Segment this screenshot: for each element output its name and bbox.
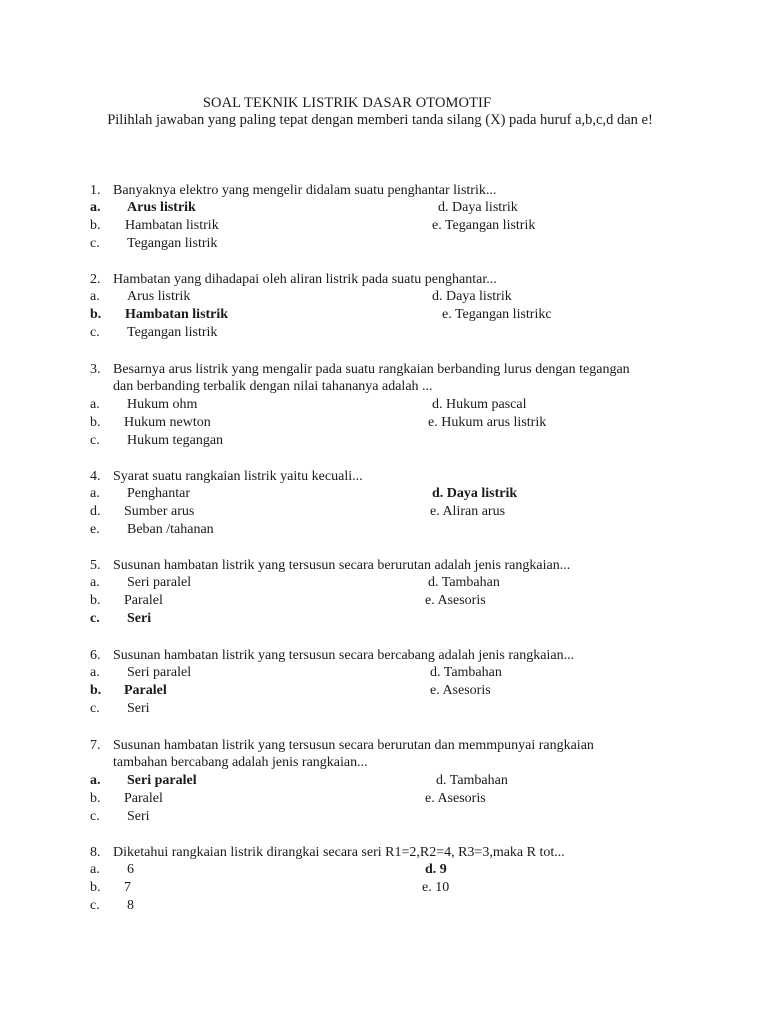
- option-right[interactable]: d. Daya listrik: [432, 486, 518, 501]
- question-stem: Syarat suatu rangkaian listrik yaitu kecuali...: [113, 469, 363, 484]
- question-number: 5.: [90, 558, 101, 573]
- option-right[interactable]: d. 9: [425, 862, 447, 877]
- option-letter[interactable]: a.: [90, 665, 100, 680]
- option-left[interactable]: Paralel: [124, 683, 167, 698]
- option-left[interactable]: Seri paralel: [127, 773, 197, 788]
- option-letter[interactable]: a.: [90, 200, 101, 215]
- question-number: 2.: [90, 272, 101, 287]
- question-text: [90, 361, 630, 379]
- option-left[interactable]: Arus listrik: [127, 289, 191, 304]
- question-stem: Hambatan yang dihadapai oleh aliran listrik pada suatu penghantar...: [113, 272, 497, 287]
- question-stem: Susunan hambatan listrik yang tersusun secara bercabang adalah jenis rangkaian...: [113, 648, 575, 663]
- option-left[interactable]: Paralel: [124, 791, 163, 806]
- question-text: [90, 271, 497, 289]
- question-stem: Susunan hambatan listrik yang tersusun secara berurutan adalah jenis rangkaian...: [113, 558, 571, 573]
- option-right[interactable]: e. Asesoris: [425, 593, 486, 608]
- option-right[interactable]: e. Tegangan listrikc: [442, 307, 552, 322]
- question-number: 8.: [90, 845, 101, 860]
- option-letter[interactable]: d.: [90, 504, 101, 519]
- option-letter[interactable]: b.: [90, 880, 101, 895]
- option-left[interactable]: Seri: [127, 701, 150, 716]
- page-title: SOAL TEKNIK LISTRIK DASAR OTOMOTIF: [202, 95, 492, 111]
- question-number: 1.: [90, 183, 101, 198]
- option-right[interactable]: d. Daya listrik: [432, 289, 512, 304]
- option-left[interactable]: Seri: [127, 611, 152, 626]
- option-right[interactable]: e. Aliran arus: [430, 504, 506, 519]
- option-left[interactable]: Hukum tegangan: [127, 433, 224, 448]
- option-letter[interactable]: b.: [90, 791, 101, 806]
- option-left[interactable]: Sumber arus: [124, 504, 195, 519]
- option-letter[interactable]: b.: [90, 415, 101, 430]
- question-text: [90, 844, 565, 862]
- option-letter[interactable]: c.: [90, 433, 100, 448]
- option-left[interactable]: Hambatan listrik: [125, 218, 219, 233]
- option-left[interactable]: Seri paralel: [127, 665, 192, 680]
- option-left[interactable]: Arus listrik: [127, 200, 196, 215]
- option-letter[interactable]: a.: [90, 397, 100, 412]
- question-number: 3.: [90, 362, 101, 377]
- option-left[interactable]: 7: [124, 880, 131, 895]
- question-number: 6.: [90, 648, 101, 663]
- option-left[interactable]: Tegangan listrik: [127, 236, 218, 251]
- option-right[interactable]: d. Daya listrik: [438, 200, 518, 215]
- option-left[interactable]: Penghantar: [127, 486, 190, 501]
- option-left[interactable]: Hukum newton: [124, 415, 211, 430]
- option-letter[interactable]: a.: [90, 289, 100, 304]
- option-letter[interactable]: c.: [90, 898, 100, 913]
- option-letter[interactable]: c.: [90, 611, 100, 626]
- question-text: [90, 468, 363, 486]
- question-number: 4.: [90, 469, 101, 484]
- option-right[interactable]: e. Asesoris: [430, 683, 491, 698]
- option-letter[interactable]: c.: [90, 809, 100, 824]
- option-right[interactable]: d. Hukum pascal: [432, 397, 527, 412]
- option-letter[interactable]: c.: [90, 236, 100, 251]
- option-letter[interactable]: a.: [90, 862, 100, 877]
- instruction-text: Pilihlah jawaban yang paling tepat dengan memberi tanda silang (X) pada huruf a,b,c,d dan e!: [107, 112, 653, 128]
- option-letter[interactable]: b.: [90, 218, 101, 233]
- question-stem-continued: dan berbanding terbalik dengan nilai tahananya adalah ...: [113, 379, 433, 394]
- question-text: [90, 647, 574, 665]
- option-letter[interactable]: b.: [90, 683, 102, 698]
- option-left[interactable]: 8: [127, 898, 134, 913]
- option-right[interactable]: e. Tegangan listrik: [432, 218, 536, 233]
- question-text: [90, 182, 496, 200]
- option-left[interactable]: Seri: [127, 809, 150, 824]
- option-left[interactable]: Seri paralel: [127, 575, 192, 590]
- option-right[interactable]: e. Asesoris: [425, 791, 486, 806]
- option-letter[interactable]: a.: [90, 773, 101, 788]
- option-letter[interactable]: b.: [90, 593, 101, 608]
- question-stem: Diketahui rangkaian listrik dirangkai secara seri R1=2,R2=4, R3=3,maka R tot...: [113, 845, 565, 860]
- option-right[interactable]: d. Tambahan: [436, 773, 508, 788]
- question-stem: Besarnya arus listrik yang mengalir pada suatu rangkaian berbanding lurus dengan tegangan: [113, 362, 630, 377]
- option-letter[interactable]: b.: [90, 307, 102, 322]
- option-letter[interactable]: c.: [90, 701, 100, 716]
- option-left[interactable]: Paralel: [124, 593, 163, 608]
- option-left[interactable]: 6: [127, 862, 134, 877]
- option-letter[interactable]: c.: [90, 325, 100, 340]
- question-stem: Banyaknya elektro yang mengelir didalam suatu penghantar listrik...: [113, 183, 497, 198]
- option-right[interactable]: e. Hukum arus listrik: [428, 415, 547, 430]
- option-right[interactable]: d. Tambahan: [430, 665, 502, 680]
- question-text: [90, 737, 594, 755]
- option-letter[interactable]: e.: [90, 522, 100, 537]
- option-right[interactable]: d. Tambahan: [428, 575, 500, 590]
- option-right[interactable]: e. 10: [422, 880, 450, 895]
- question-stem: Susunan hambatan listrik yang tersusun secara berurutan dan memmpunyai rangkaian: [113, 738, 594, 753]
- option-letter[interactable]: a.: [90, 486, 100, 501]
- option-letter[interactable]: a.: [90, 575, 100, 590]
- option-left[interactable]: Hambatan listrik: [125, 307, 229, 322]
- question-stem-continued: tambahan bercabang adalah jenis rangkaian...: [113, 755, 368, 770]
- option-left[interactable]: Beban /tahanan: [127, 522, 214, 537]
- option-left[interactable]: Tegangan listrik: [127, 325, 218, 340]
- question-number: 7.: [90, 738, 101, 753]
- option-left[interactable]: Hukum ohm: [127, 397, 198, 412]
- question-text: [90, 557, 570, 575]
